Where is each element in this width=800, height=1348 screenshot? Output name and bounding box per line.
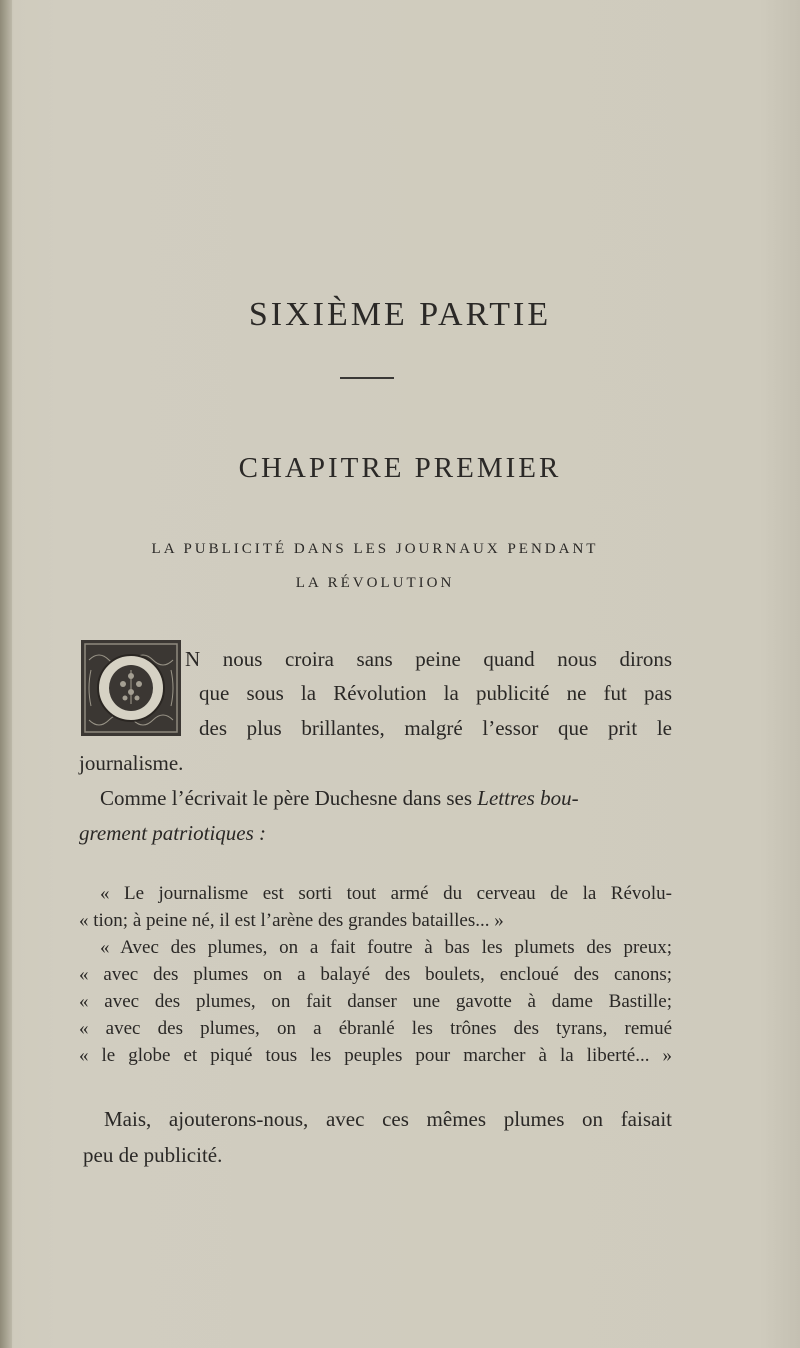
chapter-title: CHAPITRE PREMIER	[238, 452, 562, 484]
page-gutter	[0, 0, 12, 1348]
intro-line-2: que sous la Révolution la publicité ne fut pas	[199, 681, 672, 705]
ornamental-drop-cap-icon	[81, 640, 181, 736]
quote-line-5: « avec des plumes, on fait danser une gavotte à dame Bastille;	[79, 991, 672, 1012]
quote-line-7: « le globe et piqué tous les peuples pour marcher à la liberté... »	[79, 1045, 672, 1066]
intro-line-1: N nous croira sans peine quand nous dirons	[185, 647, 672, 671]
intro-line-3: des plus brillantes, malgré l’essor que prit le	[199, 716, 672, 740]
quote-line-2: « tion; à peine né, il est l’arène des grandes batailles... »	[79, 910, 504, 931]
closing-line-1: Mais, ajouterons-nous, avec ces mêmes plumes on faisait	[104, 1107, 672, 1131]
quote-line-6: « avec des plumes, on a ébranlé les trônes des tyrans, remué	[79, 1018, 672, 1039]
paragraph-2-text: Comme l’écrivait le père Duchesne dans ses	[100, 786, 478, 810]
closing-line-2: peu de publicité.	[83, 1143, 223, 1167]
quote-line-3: « Avec des plumes, on a fait foutre à bas les plumets des preux;	[100, 937, 672, 958]
part-title: SIXIÈME PARTIE	[248, 296, 552, 333]
chapter-subtitle-line-1: LA PUBLICITÉ DANS LES JOURNAUX PENDANT	[151, 541, 599, 557]
chapter-subtitle-line-2: LA RÉVOLUTION	[295, 575, 455, 591]
title-divider	[340, 377, 394, 379]
intro-line-4: journalisme.	[79, 751, 184, 775]
paragraph-2-line-1	[100, 786, 674, 811]
paragraph-2-line-2: grement patriotiques :	[79, 821, 267, 845]
quote-line-1: « Le journalisme est sorti tout armé du cerveau de la Révolu-	[100, 883, 672, 904]
quote-line-4: « avec des plumes on a balayé des boulets, encloué des canons;	[79, 964, 672, 985]
paragraph-2-italic-title: Lettres bou-	[477, 786, 579, 810]
